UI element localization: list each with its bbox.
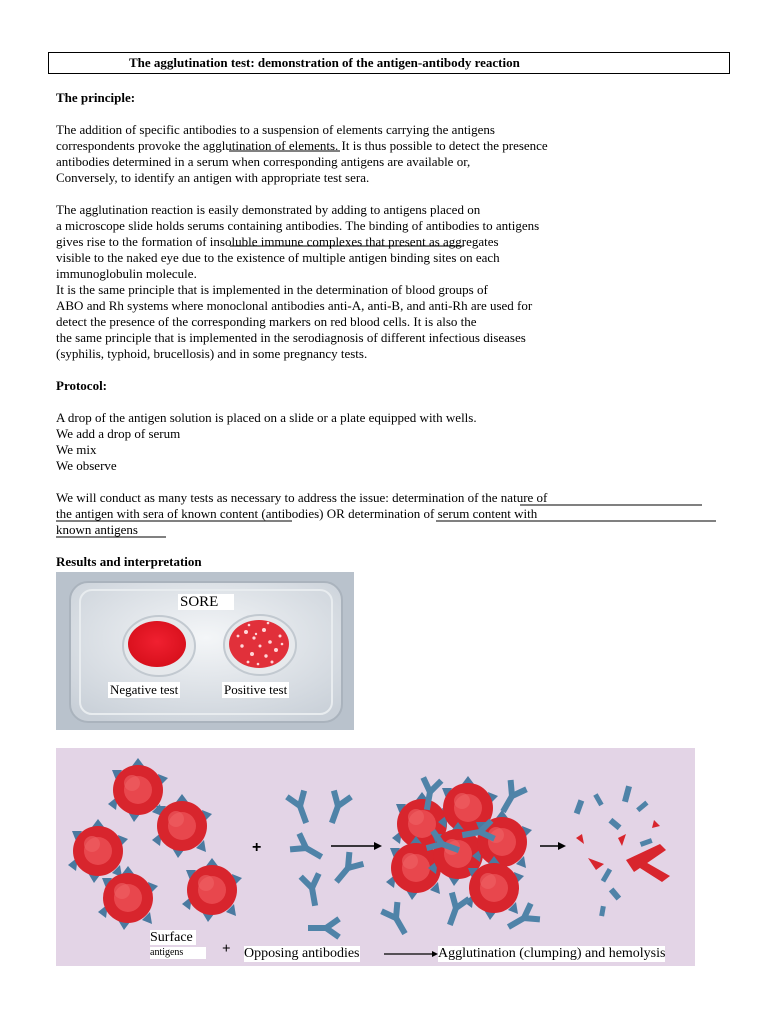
negative-well [128,621,186,667]
para3-line-1: We will conduct as many tests as necessary to address the issue: determination of the nature of [56,490,548,505]
agglutination-diagram [56,748,695,966]
para3-line-2: the antigen with sera of known content (antibodies) OR determination of serum content with [56,506,538,521]
protocol-heading: Protocol: [56,378,108,393]
para2-line-8: detect the presence of the corresponding markers on red blood cells. It is also the [56,314,477,329]
slide-photo [56,572,354,730]
para1-line-4: Conversely, to identify an antigen with appropriate test sera. [56,170,370,185]
para1-line-3: antibodies determined in a serum when corresponding antigens are available or, [56,154,471,169]
positive-test-label: Positive test [224,682,288,697]
para2-line-3: gives rise to the formation of insoluble immune complexes that present as aggregates [56,234,499,249]
protocol-line-3: We mix [56,442,97,457]
para2-line-5: immunoglobulin molecule. [56,266,197,281]
document-title: The agglutination test: demonstration of the antigen-antibody reaction [129,55,520,70]
results-heading: Results and interpretation [56,554,202,569]
para2-line-2: a microscope slide holds serums containing antibodies. The binding of antibodies to antigens [56,218,540,233]
plus-sign: + [252,839,262,856]
protocol-line-2: We add a drop of serum [56,426,181,441]
para3-line-3: known antigens [56,522,138,537]
slide-label-top: SORE [178,594,234,610]
para2-line-10: (syphilis, typhoid, brucellosis) and in some pregnancy tests. [56,346,368,361]
caption-opposing-antibodies: Opposing antibodies [244,946,360,961]
caption-antigens: antigens [150,947,206,959]
para1-line-2: correspondents provoke the agglutination of elements. It is thus possible to detect the presence [56,138,548,153]
para2-line-9: the same principle that is implemented in the serodiagnosis of different infectious diseases [56,330,526,345]
caption-agglutination-result: Agglutination (clumping) and hemolysis [438,946,666,961]
para2-line-1: The agglutination reaction is easily demonstrated by adding to antigens placed on [56,202,481,217]
positive-well [229,620,289,668]
protocol-line-1: A drop of the antigen solution is placed on a slide or a plate equipped with wells. [56,410,477,425]
negative-test-label: Negative test [110,682,179,697]
caption-plus: + [222,941,231,957]
para2-line-6: It is the same principle that is implemented in the determination of blood groups of [56,282,488,297]
caption-surface: Surface [150,930,196,945]
protocol-line-4: We observe [56,458,117,473]
para2-line-7: ABO and Rh systems where monoclonal antibodies anti-A, anti-B, and anti-Rh are used for [56,298,533,313]
para1-line-1: The addition of specific antibodies to a suspension of elements carrying the antigens [56,122,495,137]
para2-line-4: visible to the naked eye due to the existence of multiple antigen binding sites on each [56,250,500,265]
principle-heading: The principle: [56,90,136,105]
